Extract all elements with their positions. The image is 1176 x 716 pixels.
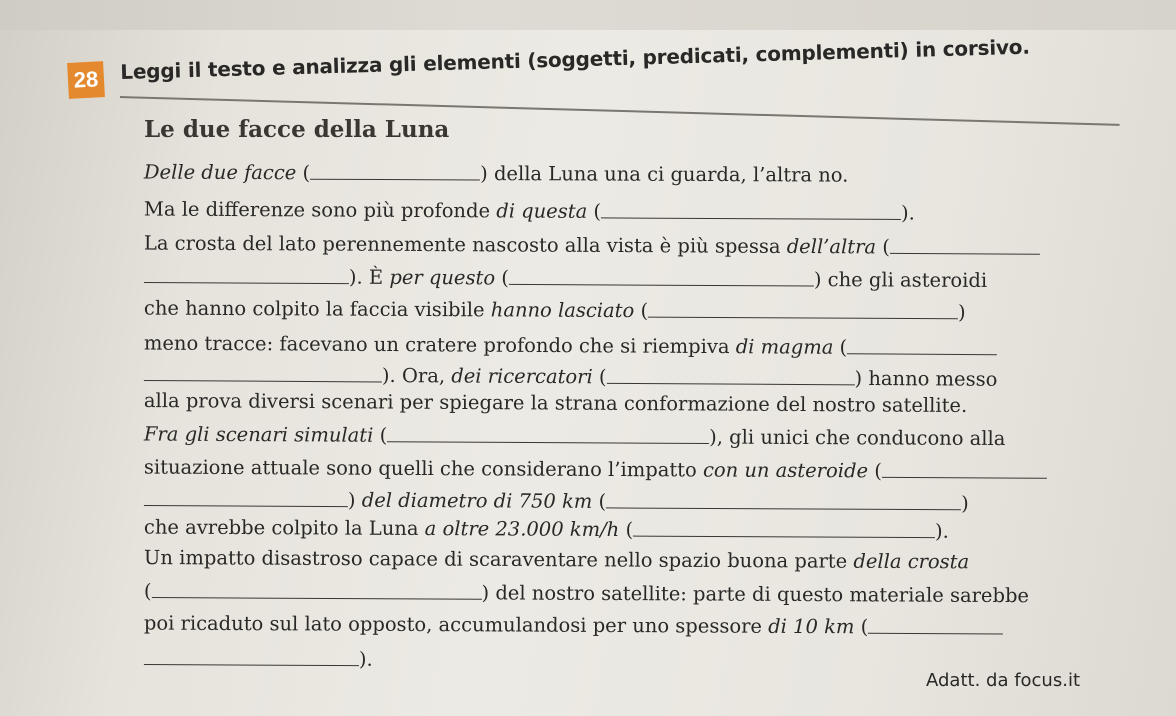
italic-element: per questo: [389, 265, 496, 290]
text-segment: Ma le differenze sono più profonde: [143, 197, 497, 223]
text-segment: (: [373, 423, 388, 447]
answer-blank[interactable]: [144, 487, 348, 507]
text-line-14: [144, 579, 1029, 606]
text-segment: ).: [358, 647, 373, 671]
answer-blank[interactable]: [890, 235, 1040, 254]
text-segment: ) che gli asteroidi: [813, 268, 988, 292]
text-segment: alla prova diversi scenari per spiegare la strana conformazione del nostro satellite.: [143, 389, 968, 418]
answer-blank[interactable]: [882, 459, 1047, 478]
text-segment: (: [854, 615, 869, 639]
text-segment: ): [961, 491, 969, 515]
text-segment: (: [876, 235, 890, 259]
text-segment: ), gli unici che conducono alla: [709, 425, 1006, 451]
text-segment: (: [495, 266, 509, 290]
text-segment: ).: [900, 201, 915, 225]
answer-blank[interactable]: [144, 646, 359, 666]
text-line-6: [144, 331, 997, 358]
text-segment: che avrebbe colpito la Luna: [143, 515, 425, 541]
text-segment: (: [296, 161, 311, 185]
answer-blank[interactable]: [607, 365, 855, 385]
text-segment: ). Ora,: [381, 364, 452, 388]
text-line-1: [144, 160, 849, 185]
text-line-9: [144, 422, 1006, 449]
text-segment: ): [347, 488, 362, 512]
italic-element: di magma: [735, 335, 834, 359]
text-line-5: [144, 296, 966, 322]
text-line-4: [144, 264, 987, 290]
source-credit: Adatt. da focus.it: [926, 670, 1081, 691]
text-line-3: [144, 231, 1040, 258]
text-segment: situazione attuale sono quelli che considerano l’impatto: [143, 455, 704, 482]
text-segment: (: [619, 518, 634, 542]
text-line-2: [144, 197, 915, 223]
italic-element: dell’altra: [786, 234, 877, 259]
italic-element: dei ricercatori: [451, 364, 593, 389]
text-segment: ) della Luna una ci guarda, l’altra no.: [480, 162, 849, 187]
text-line-13: [144, 548, 969, 572]
previous-page-edge: [0, 0, 1176, 30]
text-line-7: [144, 362, 998, 389]
italic-element: del diametro di 750 km: [361, 488, 593, 513]
answer-blank[interactable]: [152, 579, 482, 599]
text-segment: (: [634, 299, 649, 323]
text-segment: ). È: [348, 265, 390, 289]
text-segment: (: [587, 199, 602, 223]
text-line-16: [144, 646, 373, 669]
text-segment: (: [833, 335, 848, 359]
text-segment: poi ricaduto sul lato opposto, accumulandosi per uno spessore: [143, 611, 769, 638]
text-segment: (: [592, 489, 607, 513]
answer-blank[interactable]: [509, 266, 814, 286]
text-segment: ) del nostro satellite: parte di questo materiale sarebbe: [481, 581, 1030, 608]
text-segment: (: [143, 579, 152, 603]
text-segment: Un impatto disastroso capace di scaraventare nello spazio buona parte: [143, 546, 854, 573]
italic-element: di 10 km: [768, 614, 855, 639]
text-segment: (: [867, 459, 882, 483]
italic-element: di questa: [496, 199, 588, 223]
text-segment: che hanno colpito la faccia visibile: [143, 296, 491, 322]
italic-element: della crosta: [853, 549, 970, 574]
text-title: Le due facce della Luna: [144, 116, 450, 143]
italic-element: hanno lasciato: [490, 298, 635, 323]
answer-blank[interactable]: [387, 423, 709, 443]
answer-blank[interactable]: [633, 518, 935, 538]
italic-element: Delle due facce: [143, 160, 297, 185]
italic-element: con un asteroide: [702, 458, 869, 483]
text-segment: ): [958, 300, 966, 324]
text-segment: meno tracce: facevano un cratere profondo che si riempiva: [143, 331, 736, 359]
text-line-15: [144, 611, 1003, 638]
text-segment: La crosta del lato perennemente nascosto alla vista è più spessa: [143, 231, 787, 258]
text-segment: ).: [935, 519, 949, 543]
answer-blank[interactable]: [310, 161, 480, 180]
answer-blank[interactable]: [144, 264, 349, 284]
text-line-8: [144, 391, 967, 416]
answer-blank[interactable]: [144, 362, 382, 382]
text-segment: ) hanno messo: [854, 366, 998, 391]
exercise-number-badge: 28: [67, 61, 105, 99]
answer-blank[interactable]: [606, 489, 961, 509]
answer-blank[interactable]: [868, 615, 1003, 634]
exercise-instruction: Leggi il testo e analizza gli elementi (soggetti, predicati, complementi) in corsivo.: [120, 34, 1031, 84]
text-line-11: [144, 487, 969, 513]
italic-element: Fra gli scenari simulati: [143, 422, 374, 447]
text-line-10: [144, 455, 1047, 482]
italic-element: a oltre 23.000 km/h: [424, 517, 620, 542]
text-segment: (: [592, 365, 607, 389]
answer-blank[interactable]: [847, 335, 997, 354]
answer-blank[interactable]: [648, 299, 958, 319]
answer-blank[interactable]: [601, 199, 901, 219]
text-line-12: [144, 515, 949, 541]
